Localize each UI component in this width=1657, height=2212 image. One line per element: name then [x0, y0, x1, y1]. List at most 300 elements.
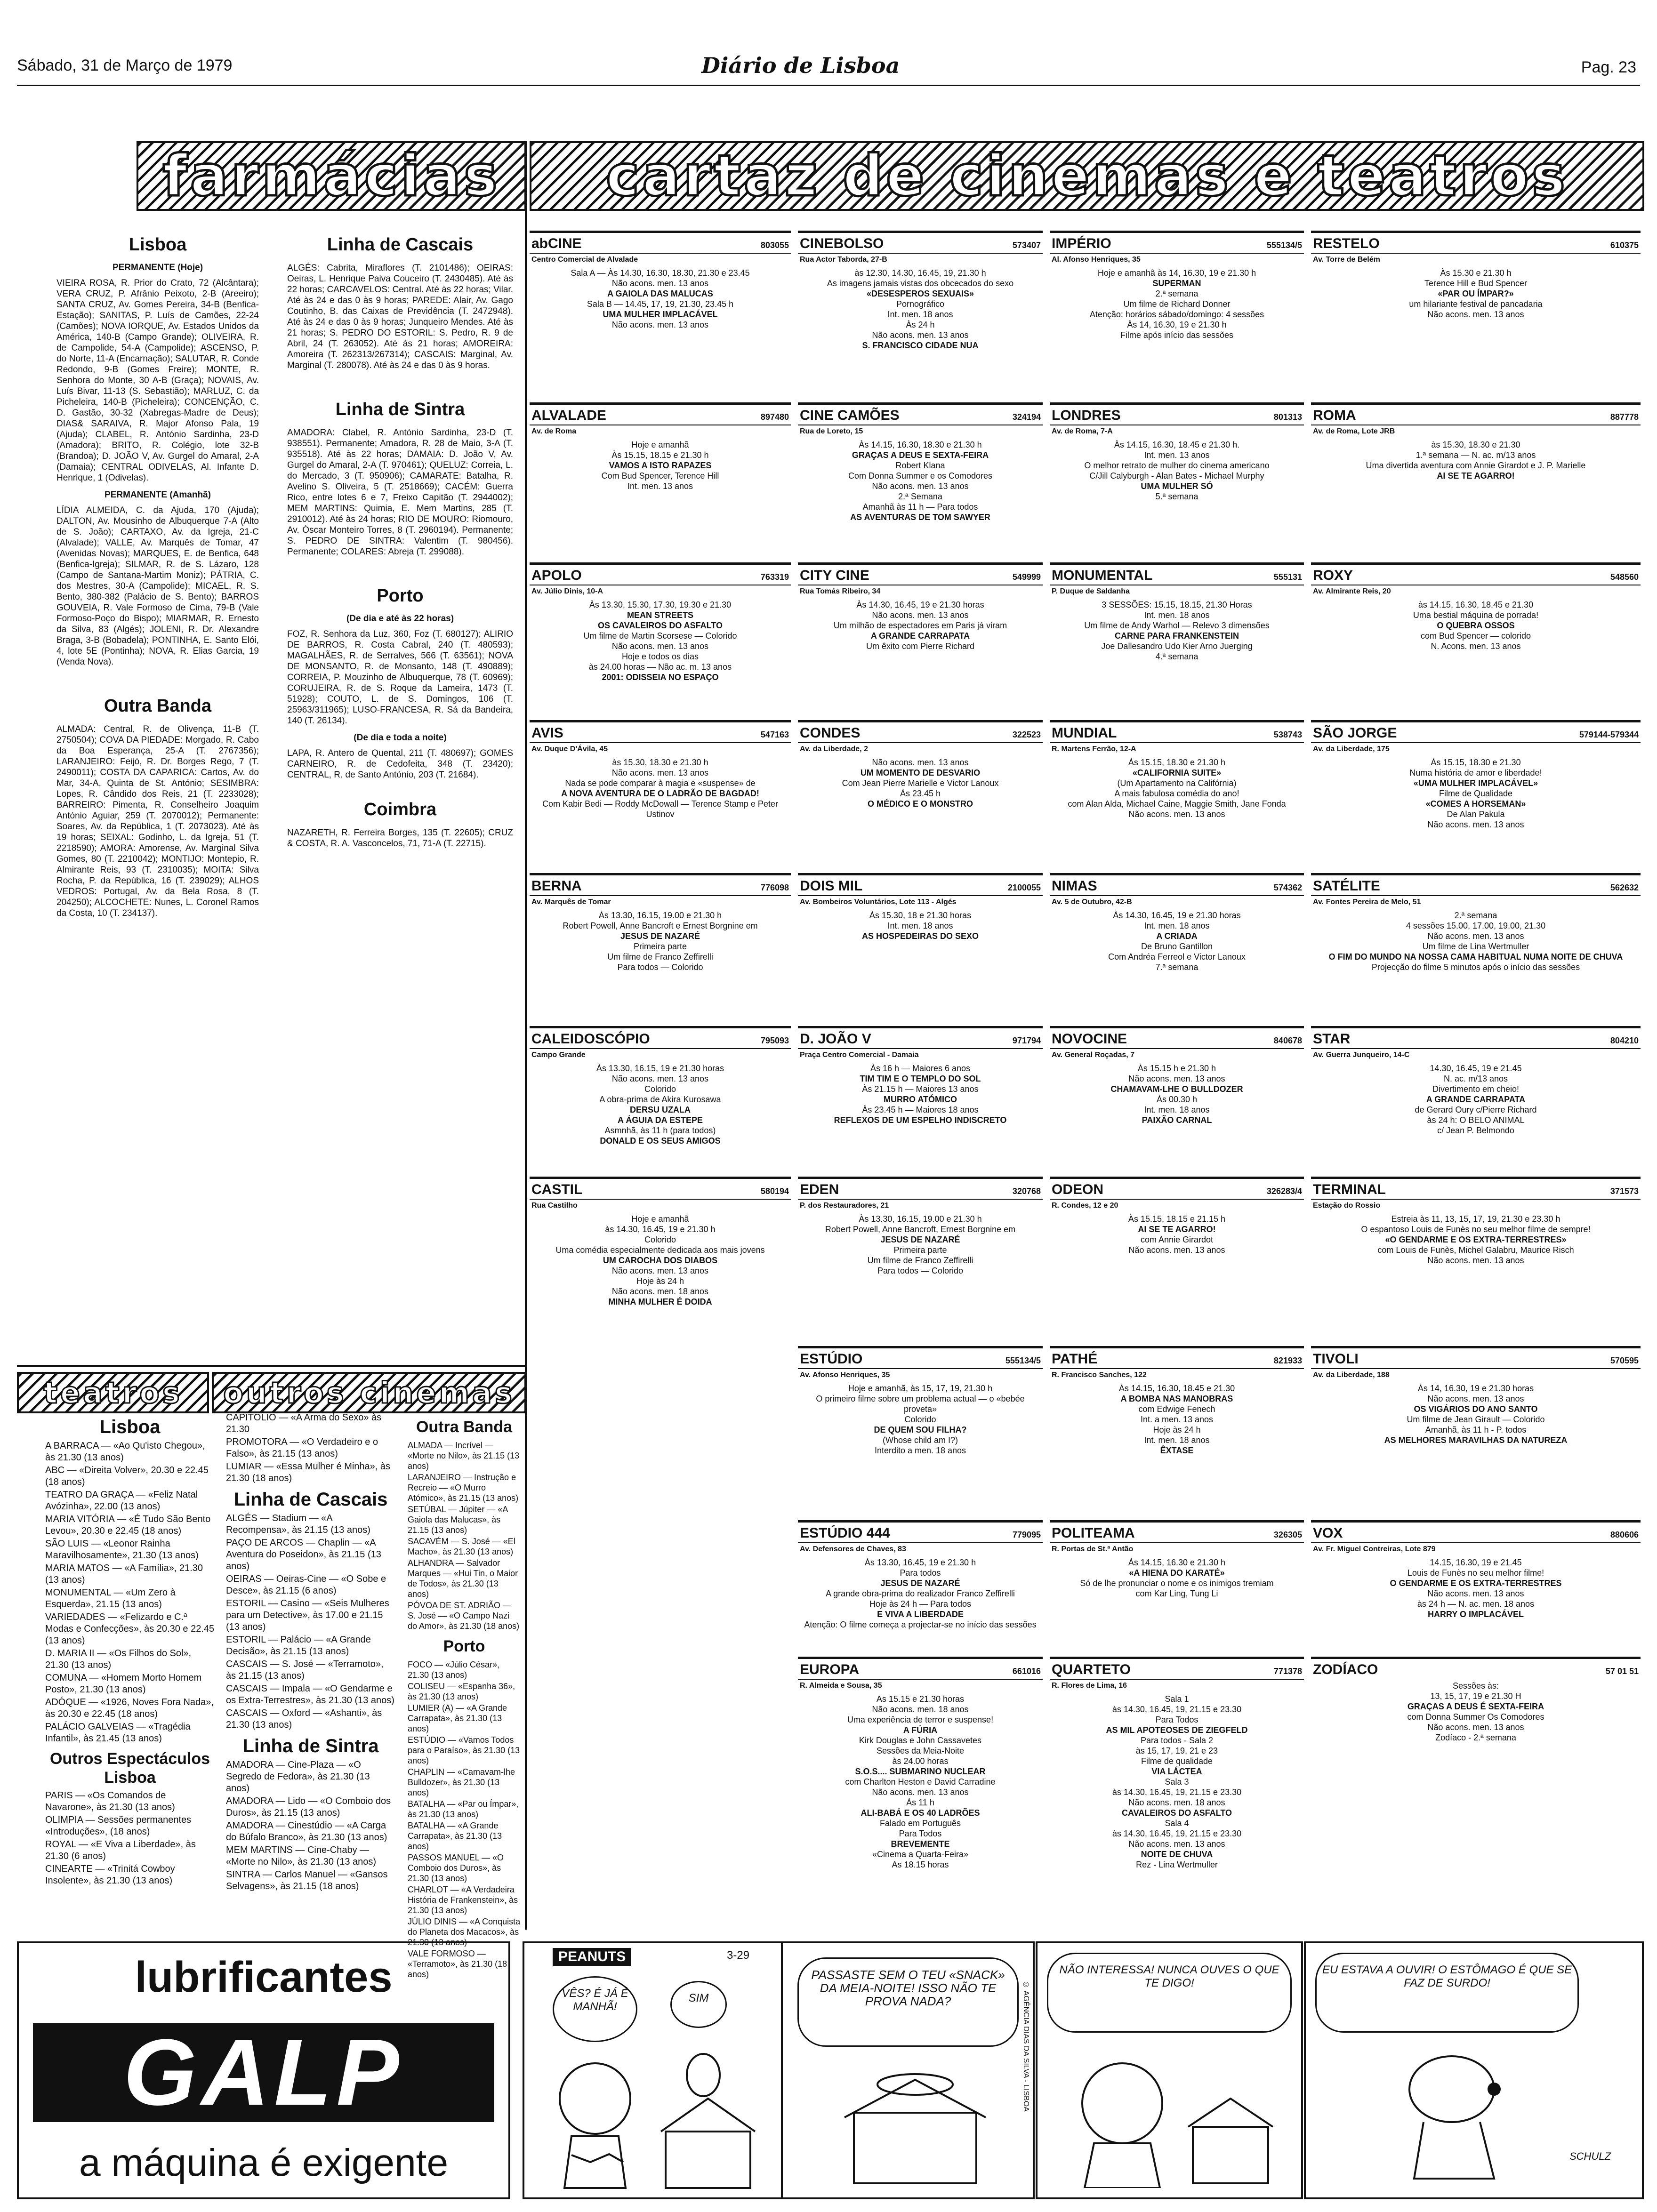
- cinema-address: R. Francisco Sanches, 122: [1050, 1368, 1304, 1381]
- teatro-listing: COMUNA — «Homem Morto Homem Posto», 21.30 (13 anos): [45, 1673, 202, 1695]
- cinema-address: R. Condes, 12 e 20: [1050, 1199, 1304, 1212]
- cinema-name: CINE CAMÕES: [800, 408, 900, 423]
- cinema-listing-line: Colorido: [644, 1235, 676, 1244]
- cinema-listing: [798, 402, 1043, 562]
- cinema-listing-line: O FIM DO MUNDO NA NOSSA CAMA HABITUAL NUMA NOITE DE CHUVA: [1328, 952, 1623, 962]
- cinema-address: P. Duque de Saldanha: [1050, 585, 1304, 598]
- teatro-listing: ADÓQUE — «1926, Noves Fora Nada», às 20.30 e 22.45 (18 anos): [45, 1697, 214, 1719]
- cinema-listing: [798, 1346, 1043, 1520]
- outro-cinema-listing: PROMOTORA — «O Verdadeiro e o Falso», às 21.15 (13 anos): [226, 1437, 378, 1459]
- cinema-phone: 840678: [1273, 1036, 1302, 1045]
- cinema-header: [798, 1179, 1043, 1199]
- cinema-listing-line: às 14.30, 16.45, 19, 21.15 e 23.30: [1112, 1705, 1242, 1714]
- cinema-listing-line: Int. men. 18 anos: [1144, 921, 1210, 930]
- cinema-name: BERNA: [531, 878, 582, 894]
- cinema-listing-line: Sala A — Às 14.30, 16.30, 18.30, 21.30 e 23.45: [571, 268, 750, 278]
- outro-cinema-listing: BATALHA — «A Grande Carrapata», às 21.30 (13 anos): [408, 1821, 502, 1851]
- cinema-listing-line: às 24 h: O BELO ANIMAL: [1427, 1115, 1525, 1125]
- cinema-listing-line: 2.ª semana: [1155, 289, 1199, 298]
- cinema-listing: [1311, 720, 1641, 873]
- farmacias-lisboa-title: Lisboa: [129, 235, 187, 255]
- cinema-listing-line: Pornográfico: [896, 299, 945, 309]
- cinema-listing-line: Às 16 h — Maiores 6 anos: [870, 1064, 971, 1073]
- cinema-header: [1050, 875, 1304, 895]
- cinema-listing-line: Às 14, 16.30, 19 e 21.30 horas: [1417, 1384, 1534, 1393]
- cinema-listing-line: (Um Apartamento na Califórnia): [1117, 778, 1237, 788]
- cinema-name: IMPÉRIO: [1052, 236, 1111, 251]
- cinema-listing-line: Às 15.15, 18.15 e 21.30 h: [611, 450, 709, 460]
- cinema-name: CALEIDOSCÓPIO: [531, 1031, 650, 1047]
- cinema-listing-line: VAMOS A ISTO RAPAZES: [609, 461, 712, 470]
- cinema-listing-line: Às 15.30, 18 e 21.30 horas: [869, 911, 972, 920]
- outro-cinema-listing: MEM MARTINS — Cine-Chaby — «Morte no Nilo», às 21.30 (13 anos): [226, 1845, 377, 1867]
- cinema-phone: 548560: [1610, 572, 1639, 582]
- cinema-listing-line: Hoje e amanhã: [631, 1214, 689, 1224]
- cinema-phone: 322523: [1012, 730, 1041, 739]
- cinema-listing-line: VIA LÁCTEA: [1151, 1767, 1202, 1776]
- cinema-listing-line: Às 14.15, 16.30, 18.45 e 21.30 h.: [1114, 440, 1240, 449]
- cinema-name: STAR: [1313, 1031, 1351, 1047]
- cinema-listing-line: Às 24 h: [906, 320, 935, 329]
- cinema-listing-line: com Bud Spencer — colorido: [1420, 631, 1531, 641]
- cinema-listing-line: Um filme de Andy Warhol — Relevo 3 dimensões: [1084, 621, 1270, 630]
- outro-cinema-listing: AMADORA — Cine-Plaza — «O Segredo de Fedora», às 21.30 (13 anos): [226, 1760, 370, 1794]
- cinema-phone: 547163: [760, 730, 789, 739]
- cinema-listing-line: PAIXÃO CARNAL: [1142, 1115, 1212, 1125]
- cinema-listing: [798, 1177, 1043, 1346]
- cinema-listing-line: com Louis de Funès, Michel Galabru, Maurice Risch: [1377, 1245, 1574, 1255]
- cinema-name: SATÉLITE: [1313, 878, 1380, 894]
- cinema-address: Av. Duque D'Ávila, 45: [530, 742, 791, 755]
- cinema-listing-line: DERSU UZALA: [630, 1105, 691, 1114]
- cinema-name: ODEON: [1052, 1182, 1104, 1197]
- cinema-listing-line: às 24 h — N. ac. men. 18 anos: [1417, 1599, 1535, 1609]
- cinema-listing-line: Falado em Português: [879, 1819, 961, 1828]
- cinema-listing-line: Int. men. 18 anos: [1144, 610, 1210, 620]
- cinema-listing-line: UM CAROCHA DOS DIABOS: [603, 1256, 718, 1265]
- cinema-listing: [530, 1026, 791, 1177]
- outro-cinema-listing: OEIRAS — Oeiras-Cine — «O Sobe e Desce», às 21.15 (6 anos): [226, 1574, 386, 1596]
- teatro-listing: PALÁCIO GALVEIAS — «Tragédia Infantil», às 21.45 (13 anos): [45, 1722, 191, 1744]
- cinema-listing-line: Para todos - Sala 2: [1140, 1736, 1214, 1745]
- cinema-listing-line: C/Jill Calyburgh - Alan Bates - Michael Murphy: [1089, 471, 1264, 481]
- cinema-listing-line: Às 14.30, 16.45, 19 e 21.30 horas: [1113, 911, 1241, 920]
- teatro-listing: A BARRACA — «Ao Qu'isto Chegou», às 21.30 (13 anos): [45, 1441, 205, 1463]
- cinema-listing-line: Às 14.30, 16.45, 19 e 21.30 horas: [856, 600, 984, 609]
- cinema-address: Av. Fr. Miguel Contreiras, Lote 879: [1311, 1542, 1641, 1555]
- cinema-listing-line: Não acons. men. 13 anos: [611, 641, 709, 651]
- cinema-listing-line: c/ Jean P. Belmondo: [1437, 1126, 1514, 1135]
- cinema-listing: [1050, 231, 1304, 402]
- outros-cinemas-banner: outros cinemas: [212, 1372, 526, 1413]
- cinema-name: PATHÉ: [1052, 1351, 1098, 1367]
- cinema-phone: 555134/5: [1005, 1356, 1041, 1365]
- cinema-listing-line: 13, 15, 17, 19 e 21.30 H: [1430, 1691, 1521, 1701]
- cinema-listing-line: Estreia às 11, 13, 15, 17, 19, 21.30 e 23.30 h: [1391, 1214, 1560, 1224]
- cinema-listing: [1311, 1346, 1641, 1520]
- cinema-address: R. Flores de Lima, 16: [1050, 1679, 1304, 1692]
- cinema-listing-line: De Alan Pakula: [1447, 809, 1505, 819]
- cinema-header: [1050, 1028, 1304, 1048]
- cinema-listing-line: Não acons. men. 13 anos: [872, 481, 969, 491]
- farmacias-cascais-title: Linha de Cascais: [327, 235, 474, 255]
- header-rule: [17, 85, 1640, 86]
- cinema-listing-line: AI SE TE AGARRO!: [1138, 1225, 1216, 1234]
- cinema-listing-line: «DESESPEROS SEXUAIS»: [866, 289, 974, 298]
- outros-cinemas-col2: [408, 1412, 521, 1980]
- cinema-listing-line: Às 23.45 h — Maiores 18 anos: [862, 1105, 979, 1114]
- outro-cinema-listing: BATALHA — «Par ou Ímpar», às 21.30 (13 anos): [408, 1799, 519, 1819]
- cinema-listing-line: AS AVENTURAS DE TOM SAWYER: [850, 513, 990, 522]
- cinema-listing-line: Int. men. 18 anos: [1144, 1435, 1210, 1445]
- cinema-listing: [1050, 1657, 1304, 1937]
- cinema-name: CITY CINE: [800, 568, 869, 583]
- cinema-address: Av. da Liberdade, 188: [1311, 1368, 1641, 1381]
- cinema-listing-line: Não acons. men. 13 anos: [1128, 1245, 1225, 1255]
- cinema-name: NIMAS: [1052, 878, 1097, 894]
- cinema-header: [1050, 565, 1304, 585]
- cinema-listing-line: Primeira parte: [633, 942, 687, 951]
- cinema-header: [1311, 1659, 1641, 1679]
- cinema-phone: 776098: [760, 883, 789, 892]
- cinema-listing-line: Sala 4: [1165, 1819, 1189, 1828]
- cinema-header: [1311, 565, 1641, 585]
- cinema-listing-line: Não acons. men. 13 anos: [611, 1074, 709, 1083]
- cinema-listing-line: AI SE TE AGARRO!: [1437, 471, 1515, 481]
- galp-logo: GALP: [33, 2023, 494, 2122]
- outro-cinema-listing: CHARLOT — «A Verdadeira História de Frankenstein», às 21.30 (13 anos): [408, 1885, 518, 1915]
- cinema-listing-line: MURRO ATÓMICO: [884, 1095, 957, 1104]
- cinema-header: [530, 1028, 791, 1048]
- cinema-name: LONDRES: [1052, 408, 1121, 423]
- cinema-listing: [1311, 562, 1641, 720]
- cinema-header: [1050, 405, 1304, 425]
- farmacias-sintra-title: Linha de Sintra: [335, 400, 465, 419]
- farmacias-lisboa-column: [56, 226, 259, 922]
- oc-outra-banda-title: Outra Banda: [416, 1418, 513, 1436]
- cinema-listing-line: Não acons. men. 13 anos: [872, 610, 969, 620]
- cinema-phone: 779095: [1012, 1530, 1041, 1539]
- cinema-listing: [1311, 231, 1641, 402]
- cinema-name: SÃO JORGE: [1313, 725, 1397, 741]
- cinema-address: Rua Actor Taborda, 27-B: [798, 253, 1043, 266]
- teatro-listing: VARIEDADES — «Felizardo e C.ª Modas e Confecções», às 20.30 e 22.45 (13 anos): [45, 1612, 215, 1646]
- cinema-header: [1311, 1348, 1641, 1368]
- cinema-address: R. Martens Ferrão, 12-A: [1050, 742, 1304, 755]
- cinema-listing: [1050, 1346, 1304, 1520]
- cinema-listing: [798, 231, 1043, 402]
- cinema-address: R. Almeida e Sousa, 35: [798, 1679, 1043, 1692]
- cinema-name: VOX: [1313, 1525, 1343, 1541]
- speech-bubble-snoopy: SIM: [670, 1981, 727, 2028]
- speech-bubble-panel-4: EU ESTAVA A OUVIR! O ESTÔMAGO É QUE SE FAZ DE SURDO!: [1315, 1953, 1579, 2033]
- cinema-listing: [530, 402, 791, 562]
- cinema-listing-line: Uma experiência de terror e suspense!: [847, 1715, 994, 1724]
- cinema-listing-line: às 12.30, 14.30, 16.45, 19, 21.30 h: [854, 268, 986, 278]
- cinema-listing-line: GRAÇAS A DEUS E SEXTA-FEIRA: [852, 450, 989, 460]
- cinema-listing-line: Às 13.30, 16.45, 19 e 21.30 h: [864, 1558, 976, 1567]
- cinema-listing-line: Não acons. men. 13 anos: [1128, 1074, 1225, 1083]
- cinema-listing-line: Um filme de Jean Girault — Colorido: [1407, 1415, 1545, 1424]
- cinema-listing-line: MEAN STREETS: [627, 610, 693, 620]
- cinema-header: [1050, 1659, 1304, 1679]
- cinema-listing-line: DONALD E OS SEUS AMIGOS: [600, 1136, 721, 1146]
- cinema-listing-line: 7.ª semana: [1155, 962, 1199, 972]
- cinema-listing-line: Filme de Qualidade: [1439, 789, 1513, 798]
- speech-bubble-panel-3: NÃO INTERESSA! NUNCA OUVES O QUE TE DIGO!: [1047, 1953, 1292, 2033]
- cinema-listing-line: às 24.00 horas — Não ac. m. 13 anos: [588, 662, 732, 672]
- cinema-name: POLITEAMA: [1052, 1525, 1135, 1541]
- cinema-address: P. dos Restauradores, 21: [798, 1199, 1043, 1212]
- cinema-listing-line: de Gerard Oury c/Pierre Richard: [1415, 1105, 1537, 1114]
- outros-espectaculos-title: Outros Espectáculos Lisboa: [49, 1750, 210, 1787]
- cinema-listing-line: 3 SESSÕES: 15.15, 18.15, 21.30 Horas: [1102, 600, 1252, 609]
- cinema-phone: 320768: [1012, 1186, 1041, 1196]
- cinema-listing-line: JESUS DE NAZARÉ: [880, 1235, 960, 1244]
- cinema-listing-line: Só de lhe pronunciar o nome e os inimigos tremiam: [1080, 1579, 1274, 1588]
- charlie-brown-shouting-drawing: [1056, 2052, 1282, 2188]
- cinema-listing-line: Asmnhã, às 11 h (para todos): [604, 1126, 716, 1135]
- cinema-name: EDEN: [800, 1182, 839, 1197]
- cinema-listing: [530, 873, 791, 1026]
- cinema-header: [1311, 405, 1641, 425]
- teatros-lisboa-title: Lisboa: [99, 1417, 161, 1437]
- teatro-listing: MARIA MATOS — «A Família», 21.30 (13 anos): [45, 1563, 203, 1585]
- cinema-listing-line: S.O.S.... SUBMARINO NUCLEAR: [855, 1767, 986, 1776]
- cinema-address: Av. Torre de Belém: [1311, 253, 1641, 266]
- cinema-listing-line: às 14.30, 16.45, 19 e 21.30 h: [605, 1225, 716, 1234]
- cinema-phone: 795093: [760, 1036, 789, 1045]
- cinema-listing-line: A GAIOLA DAS MALUCAS: [607, 289, 713, 298]
- cinema-phone: 562632: [1610, 883, 1639, 892]
- cinema-listing-line: Colorido: [644, 1084, 676, 1094]
- cinema-listing-line: Amanhã às 11 h — Para todos: [862, 502, 978, 512]
- cinema-listing-line: Um filme de Richard Donner: [1123, 299, 1231, 309]
- cinema-name: CASTIL: [531, 1182, 583, 1197]
- cinema-name: ROXY: [1313, 568, 1353, 583]
- cinema-listing-line: Um filme de Martin Scorsese — Colorido: [583, 631, 737, 641]
- cinema-listing-line: Não acons. men. 18 anos: [872, 1705, 969, 1714]
- cinema-address: Av. da Liberdade, 2: [798, 742, 1043, 755]
- cinema-listing-line: às 15.30, 18.30 e 21.30 h: [612, 758, 708, 767]
- cinema-listing-line: Sala B — 14.45, 17, 19, 21.30, 23.45 h: [587, 299, 734, 309]
- cinema-address: Av. Fontes Pereira de Melo, 51: [1311, 895, 1641, 908]
- cinema-listing-line: N. ac. m/13 anos: [1443, 1074, 1508, 1083]
- cinema-listing: [1311, 1657, 1641, 1937]
- outro-cinema-listing: SINTRA — Carlos Manuel — «Gansos Selvagens», às 21.15 (18 anos): [226, 1869, 388, 1891]
- cinema-listing-line: 2.ª semana: [1454, 911, 1497, 920]
- cinema-address: Av. Almirante Reis, 20: [1311, 585, 1641, 598]
- cinema-listing-line: às 14.30, 16.45, 19, 21.15 e 23.30: [1112, 1787, 1242, 1797]
- outro-cinema-listing: AMADORA — Lido — «O Comboio dos Duros», às 21.15 (13 anos): [226, 1796, 391, 1818]
- comic-panel-4: [1304, 1941, 1644, 2199]
- cinema-phone: 326305: [1273, 1530, 1302, 1539]
- cinema-listing-line: Numa história de amor e liberdade!: [1409, 768, 1542, 777]
- cinema-listing-line: Hoje às 24 h: [1153, 1425, 1201, 1435]
- cinema-listing-line: A CRIADA: [1156, 931, 1198, 941]
- cinema-name: CINEBOLSO: [800, 236, 884, 251]
- cinema-address: Av. da Liberdade, 175: [1311, 742, 1641, 755]
- cinema-listing: [1050, 873, 1304, 1026]
- cinema-listing-line: com Kar Ling, Tung Li: [1135, 1589, 1218, 1598]
- charlie-brown-and-snoopy-drawing: [543, 2047, 760, 2193]
- cinema-listing: [1311, 402, 1641, 562]
- cinema-phone: 801313: [1273, 412, 1302, 422]
- cinema-listing-line: Às 11 h: [906, 1798, 934, 1807]
- outro-cinema-listing: VALE FORMOSO — «Terramoto», às 21.30 (18 anos): [408, 1949, 507, 1979]
- cinema-listing-line: «Cinema a Quarta-Feira»: [872, 1850, 969, 1859]
- cinema-name: abCINE: [531, 236, 582, 251]
- cinema-phone: 538743: [1273, 730, 1302, 739]
- cinema-listing-line: com Alan Alda, Michael Caine, Maggie Smith, Jane Fonda: [1068, 799, 1286, 809]
- snoopy-drawing: [1353, 2047, 1560, 2188]
- teatro-listing: MONUMENTAL — «Um Zero à Esquerda», 21.15 (13 anos): [45, 1587, 176, 1610]
- comic-panel-3: [1036, 1941, 1303, 2199]
- teatro-listing: D. MARIA II — «Os Filhos do Sol», 21.30 (13 anos): [45, 1648, 192, 1670]
- permanente-hoje-label: PERMANENTE (Hoje): [112, 263, 203, 272]
- cinema-phone: 897480: [760, 412, 789, 422]
- cinema-listing-line: A grande obra-prima do realizador Franco Zeffirelli: [826, 1589, 1015, 1598]
- teatro-listing: SÃO LUIS — «Leonor Rainha Maravilhosamente», 21.30 (13 anos): [45, 1539, 199, 1561]
- cinema-listing-line: Hoje às 24 h: [636, 1276, 684, 1286]
- cinema-address: R. Portas de St.ª Antão: [1050, 1542, 1304, 1555]
- farmacias-porto-note: (De dia e até às 22 horas): [346, 614, 454, 624]
- cinema-listing-line: Hoje e amanhã às 14, 16.30, 19 e 21.30 h: [1097, 268, 1256, 278]
- cinema-listing-line: Int. a men. 13 anos: [1140, 1415, 1214, 1424]
- cinema-listing-line: Sessões às:: [1452, 1681, 1499, 1691]
- cinema-phone: 371573: [1610, 1186, 1639, 1196]
- outro-cinema-listing: COLISEU — «Espanha 36», às 21.30 (13 anos): [408, 1682, 515, 1701]
- cinema-listing-line: Um filme de Franco Zeffirelli: [867, 1256, 973, 1265]
- farmacias-lisboa-text-2: LÍDIA ALMEIDA, C. da Ajuda, 170 (Ajuda); DALTON, Av. Mousinho de Albuquerque 7-A (Alto de S. João); CARTAXO, Av. da Igreja, 21-C (Alvalade); VALLE, Av. Marquês de Tomar, 47 (Avenidas Novas); MARQUES, E. de Benfica, 648 (Benfica-Igreja); SILMAR, R. de S. Lázaro, 128 (Campo de Santana-Martim Moniz); PÁTRIA, C. dos Mestres, 30-A (Campolide); MICAEL, R. S. Bento, 380-382 (Palácio de S. Bento); BARROS GOUVEIA, R. Vale Formoso de Cima, 79-B (Vale Formoso-Poço do Bispo); MIARMAR, R. Ernesto da Silva, 83 (Algés); JOLENI, R. Dr. Alexandre Braga, 3-B (Bobadela); PONTINHA, E. Santo Elói, 4, lote 5E (Pontinha); NOVA, R. Elias Garcia, 19 (Venda Nova).: [56, 505, 259, 667]
- cinema-address: Av. Afonso Henriques, 35: [798, 1368, 1043, 1381]
- cinema-listing-line: Não acons. men. 13 anos: [872, 1787, 969, 1797]
- cinema-address: Av. de Roma, Lote JRB: [1311, 425, 1641, 438]
- cinema-listing-line: O GENDARME E OS EXTRA-TERRESTRES: [1390, 1579, 1562, 1588]
- cinema-listing-line: Louis de Funès no seu melhor filme!: [1407, 1568, 1544, 1578]
- newspaper-title: Diário de Lisboa: [701, 53, 900, 78]
- cinema-listing: [798, 720, 1043, 873]
- cinema-address: Av. General Roçadas, 7: [1050, 1048, 1304, 1061]
- comic-credit: © AGÊNCIA DIAS DA SILVA - LISBOA: [1022, 1981, 1030, 2112]
- cinema-listing-line: Amanhã, às 11 h - P. todos: [1425, 1425, 1527, 1435]
- cinema-listing-line: «CALIFORNIA SUITE»: [1132, 768, 1222, 777]
- outro-cinema-listing: PÓVOA DE ST. ADRIÃO — S. José — «O Campo Nazi do Amor», às 21.30 (18 anos): [408, 1601, 520, 1631]
- cinema-address: Rua Tomás Ribeiro, 34: [798, 585, 1043, 598]
- outro-cinema-listing: ALHANDRA — Salvador Marques — «Hui Tin, o Maior de Todos», às 21.30 (13 anos): [408, 1558, 518, 1599]
- cinema-listing-line: às 14.30, 16.45, 19, 21.15 e 23.30: [1112, 1829, 1242, 1838]
- cinema-listing-line: Às 00.30 h: [1156, 1095, 1198, 1104]
- cinema-listing-line: Às 13.30, 16.15, 19.00 e 21.30 h: [598, 911, 722, 920]
- outro-cinema-listing: CAPITÓLIO — «A Arma do Sexo» às 21.30: [226, 1412, 382, 1435]
- outro-cinema-listing: ESTORIL — Casino — «Seis Mulheres para um Detective», às 17.00 e 21.15 (13 anos): [226, 1598, 389, 1632]
- cinema-listing-line: BREVEMENTE: [891, 1839, 950, 1849]
- permanente-amanha-label: PERMANENTE (Amanhã): [105, 490, 211, 500]
- cinema-listing-line: Rez - Lina Wertmuller: [1136, 1860, 1218, 1869]
- cinema-listing-line: AS MELHORES MARAVILHAS DA NATUREZA: [1384, 1435, 1568, 1445]
- cinema-name: NOVOCINE: [1052, 1031, 1127, 1047]
- cinema-listing: [1050, 1026, 1304, 1177]
- cinema-listing: [1050, 562, 1304, 720]
- snoopy-doghouse-drawing: [807, 2066, 1014, 2188]
- cinema-listing-line: Às 15.15, 18.30 e 21.30 h: [1128, 758, 1226, 767]
- cinema-listing-line: Não acons. men. 13 anos: [611, 1266, 709, 1275]
- teatro-listing: TEATRO DA GRAÇA — «Feliz Natal Avózinha», 22.00 (13 anos): [45, 1490, 198, 1512]
- cinema-listing-line: UM MOMENTO DE DESVARIO: [860, 768, 981, 777]
- cinema-phone: 661016: [1012, 1667, 1041, 1676]
- cinema-listing-line: às 14.15, 16.30, 18.45 e 21.30: [1418, 600, 1534, 609]
- column-divider: [525, 141, 527, 1930]
- cinema-listing-line: Para Todos: [899, 1829, 942, 1838]
- cinema-listing: [1311, 1177, 1641, 1346]
- cinema-address: Av. Marquês de Tomar: [530, 895, 791, 908]
- cinema-header: [1050, 1523, 1304, 1542]
- cinema-listing-line: As 18.15 horas: [892, 1860, 949, 1869]
- outro-cinema-listing: LARANJEIRO — Instrução e Recreio — «O Murro Atómico», às 21.15 (13 anos): [408, 1473, 519, 1503]
- cinema-address: Praça Centro Comercial - Damaia: [798, 1048, 1043, 1061]
- farmacias-banner: farmácias: [137, 141, 526, 211]
- cinema-header: [1311, 233, 1641, 253]
- outro-cinema-listing: CASCAIS — Impala — «O Gendarme e os Extra-Terrestres», às 21.30 (13 anos): [226, 1683, 394, 1706]
- cinema-listing-line: Um filme de Franco Zeffirelli: [607, 952, 713, 962]
- cinema-listing-line: às 24.00 horas: [892, 1756, 949, 1766]
- cinema-listing-line: A obra-prima de Akira Kurosawa: [599, 1095, 721, 1104]
- cinema-listing: [1050, 1520, 1304, 1657]
- cinema-phone: 610375: [1610, 240, 1639, 250]
- outro-cinema-listing: PAÇO DE ARCOS — Chaplin — «A Aventura do Poseidon», às 21.15 (13 anos): [226, 1538, 381, 1571]
- cinema-listing-line: «PAR OU ÍMPAR?»: [1438, 289, 1514, 298]
- cinema-listing-line: (Whose child am I?): [882, 1435, 958, 1445]
- cinema-listing-line: Às 14.15, 16.30 e 21.30 h: [1128, 1558, 1226, 1567]
- cinema-listing-line: A FÚRIA: [903, 1725, 938, 1735]
- cinema-address: Av. Júlio Dinis, 10-A: [530, 585, 791, 598]
- cinema-listing-line: Zodíaco - 2.ª semana: [1435, 1733, 1516, 1742]
- outros-cinemas-col1: [226, 1412, 395, 1893]
- cinema-address: Av. Guerra Junqueiro, 14-C: [1311, 1048, 1641, 1061]
- cinema-listing-line: um hilariante festival de pancadaria: [1409, 299, 1543, 309]
- outro-cinema-listing: AMADORA — Cinestúdio — «A Carga do Búfalo Branco», às 21.30 (13 anos): [226, 1820, 387, 1843]
- cinema-listing-line: Às 15.15, 18.15 e 21.15 h: [1128, 1214, 1226, 1224]
- cinema-address: Av. Bombeiros Voluntários, Lote 113 - Algés: [798, 895, 1043, 908]
- cinema-listing-line: Às 14.15, 16.30, 18.45 e 21.30: [1118, 1384, 1235, 1393]
- cinema-listing: [798, 1657, 1043, 1937]
- cinema-listing-line: GRAÇAS A DEUS É SEXTA-FEIRA: [1407, 1702, 1544, 1711]
- cinema-phone: 324194: [1012, 412, 1041, 422]
- cinema-listing-line: Um êxito com Pierre Richard: [866, 641, 975, 651]
- cinema-listing-line: CARNE PARA FRANKENSTEIN: [1114, 631, 1239, 641]
- cinema-listing-line: Não acons. men. 18 anos: [611, 1287, 709, 1296]
- comic-date: 3-29: [727, 1949, 750, 1962]
- cinema-address: Av. 5 de Outubro, 42-B: [1050, 895, 1304, 908]
- farmacias-cascais-text: ALGÉS: Cabrita, Miraflores (T. 2101486); OEIRAS: Oeiras, L. Henrique Paiva Couceiro (T. 2430485). Até às 22 horas; CARCAVELOS: Central. Até às 22 horas; Vilar. Até às 24 e das 0 às 9 horas; PAREDE: Alair, Av. Gago Coutinho, B. das Caixas de Previdência (T. 2472948). Até às 24 e das 0 às 9 horas; Junqueiro Mendes. Até às 21 horas; S. PEDRO DO ESTORIL: S. Pedro, R. 9 de Abril, 24 (T. 263052). Até às 21 horas; AMOREIRA: Amoreira (T. 262313/267314); CASCAIS: Marginal, Av. Marginal (T. 280078). Até às 24 e das 0 às 9 horas.: [287, 263, 513, 370]
- cinema-listing-line: Não acons. men. 13 anos: [872, 330, 969, 340]
- cinema-listing-line: Nada se pode comparar à magia e «suspense» de: [565, 778, 756, 788]
- cinema-phone: 580194: [760, 1186, 789, 1196]
- cinema-listing-line: Int. men. 18 anos: [887, 310, 953, 319]
- cinema-listing-line: Não acons. men. 13 anos: [611, 768, 709, 777]
- farmacias-sintra-text: AMADORA: Clabel, R. António Sardinha, 23-D (T. 938551). Permanente; Amadora, R. 28 de Maio, 3-A (T. 935518). Até às 22 horas; DAMAIA: D. João V, Av. Gurgel do Amaral, 2-A (T. 970461); QUELUZ: Correia, L. do Mercado, 3 (T. 950906); CAMARATE: Batalha, R. Avelino S. Oliveira, 5 (T. 2518669); CACÉM: Guerra Rico, entre lotes 6 e 7, Freixo Capitão (T. 2944002); MEM MARTINS: Quimia, E. Mem Martins, 285 (T. 2910012). Até às 24 horas; RIO DE MOURO: Riomouro, Av. Óscar Monteiro Torres, 8 (T. 2960194). Permanente; S. PEDRO DE SINTRA: Valentim (T. 980456). Permanente; COLARES: Abreja (T. 299088).: [287, 428, 513, 557]
- cinema-listing-line: Primeira parte: [893, 1245, 947, 1255]
- cinema-listing-line: Às 14.15, 16.30, 18.30 e 21.30 h: [859, 440, 982, 449]
- comic-signature: SCHULZ: [1569, 2150, 1611, 2162]
- teatro-listing: ABC — «Direita Volver», 20.30 e 22.45 (18 anos): [45, 1465, 209, 1487]
- cinema-listing-line: Robert Powell, Anne Bancroft, Ernest Borgnine em: [825, 1225, 1016, 1234]
- farmacias-coimbra-text: NAZARETH, R. Ferreira Borges, 135 (T. 22605); CRUZ & COSTA, R. A. Vasconcelos, 71, 71-A (T. 22715).: [287, 828, 513, 849]
- cinema-listing-line: NOITE DE CHUVA: [1141, 1850, 1213, 1859]
- cinema-listing-line: Não acons. men. 18 anos: [1128, 1798, 1225, 1807]
- cinema-listing-line: A mais fabulosa comédia do ano!: [1114, 789, 1239, 798]
- cinema-header: [1311, 1028, 1641, 1048]
